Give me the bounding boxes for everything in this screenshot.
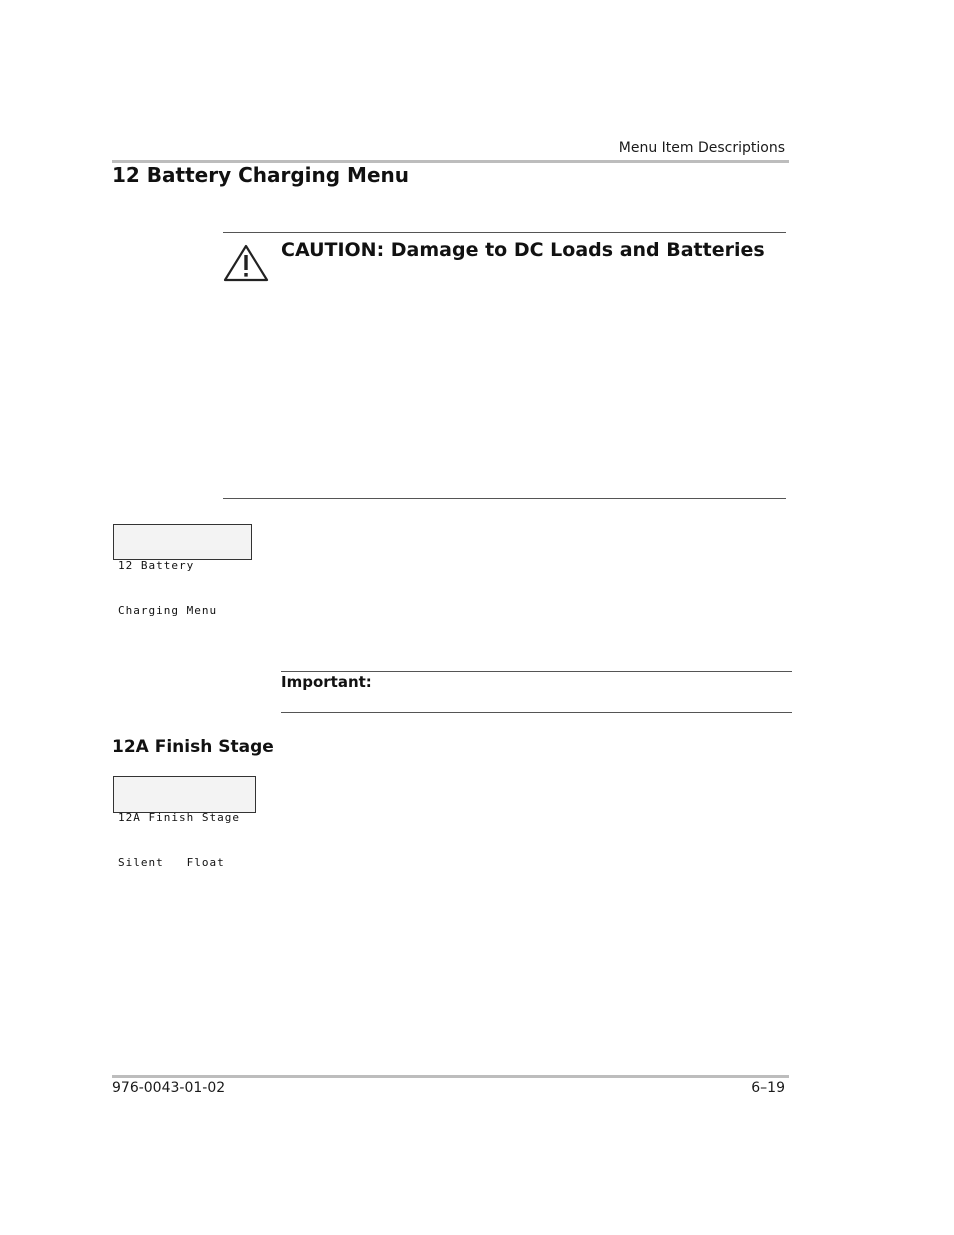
important-bottom-rule: [281, 712, 792, 713]
caution-bottom-rule: [223, 498, 786, 499]
lcd-line-2: Charging Menu: [118, 604, 218, 617]
lcd-display-finish-stage: [113, 776, 256, 869]
lcd-line-1: 12 Battery: [118, 559, 195, 572]
lcd-display-battery-charging-menu: [113, 524, 252, 617]
running-header: Menu Item Descriptions: [618, 140, 785, 156]
caution-top-rule: [223, 232, 786, 233]
caution-title: CAUTION: Damage to DC Loads and Batteries: [281, 239, 765, 261]
important-label: Important:: [281, 673, 372, 691]
page-number: 6–19: [751, 1080, 785, 1096]
section-title: 12 Battery Charging Menu: [112, 163, 409, 187]
subsection-title: 12A Finish Stage: [112, 737, 274, 757]
doc-number: 976-0043-01-02: [112, 1080, 226, 1096]
important-top-rule: [281, 671, 792, 672]
lcd-line-1: 12A Finish Stage: [118, 811, 240, 824]
footer-rule: [112, 1075, 789, 1078]
warning-triangle-icon: [223, 243, 269, 283]
lcd-line-2: Silent Float: [118, 856, 225, 869]
